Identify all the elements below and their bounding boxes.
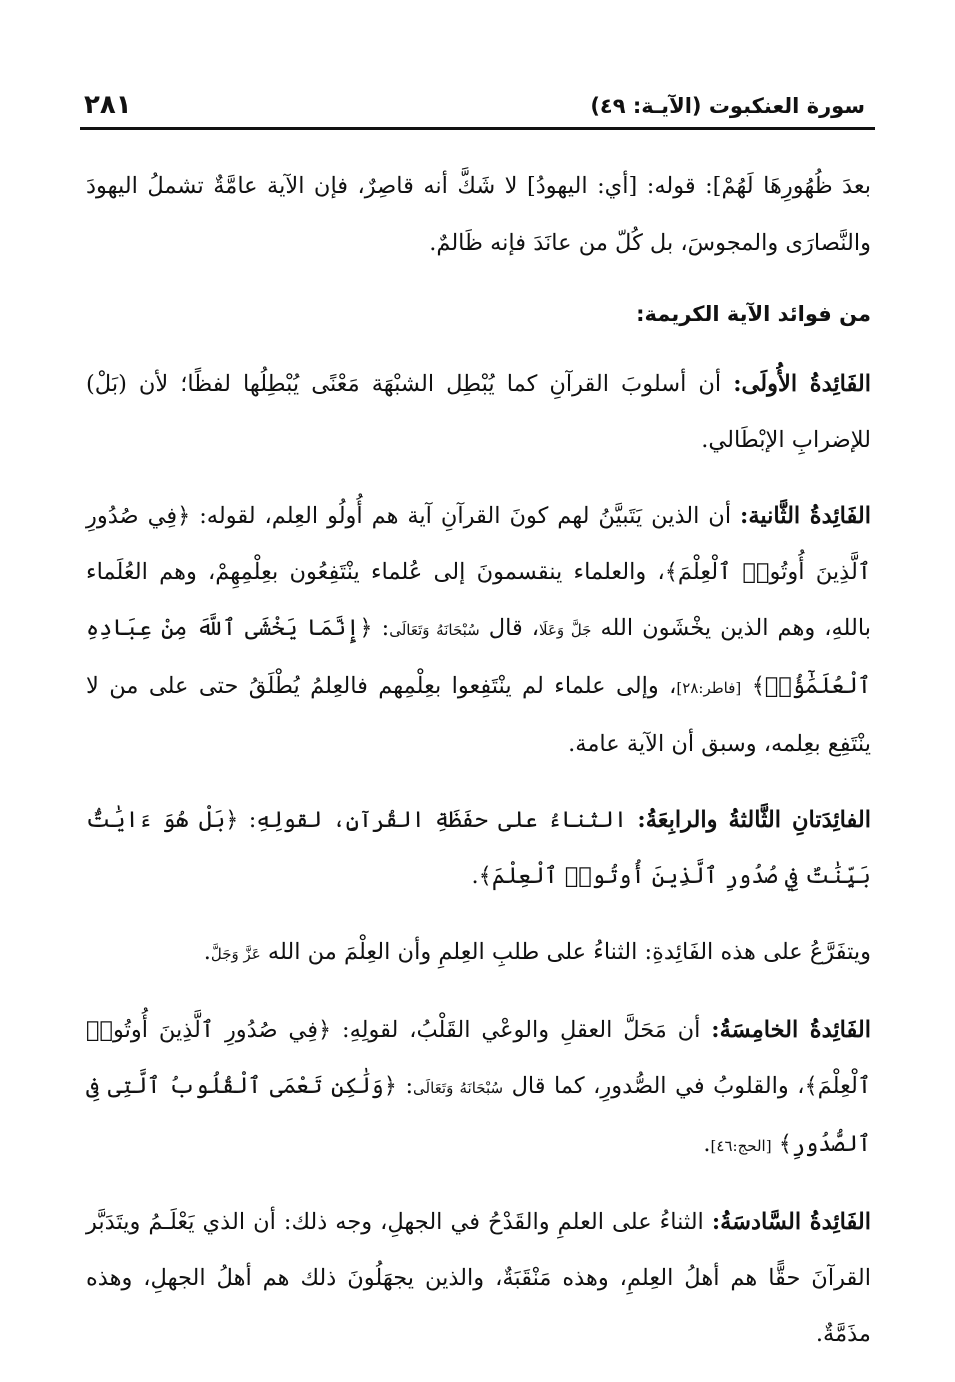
intro-paragraph: بعدَ ظُهُورِهَا لَهُمْ]: قوله: [أي: اليهودُ] لا شَكَّ أنه قاصِرٌ، فإن الآية عامَّةٌ تشملُ اليهودَ والنَّصارَى والمجوسَ، بل كُلّ من عانَدَ فإنه ظَالمٌ. [86,173,871,256]
benefit-2-text-4: : [372,615,390,641]
benefit-branch-text-1: ويتفَرَّعُ على هذه الفَائِدةِ: الثناءُ على طلبِ العِلمِ وأن العِلْمَ من الله [260,939,871,965]
honorific: سُبْحَانَهُ وَتَعَالَى [413,1079,504,1097]
benefit-2-text-1: أن الذين يَتَبيَّنُ لهم كونَ القرآنِ آية هم أُولُو العِلم، لقوله: [190,503,741,529]
benefit-1-label: الفَائِدةُ الأُولَى: [733,371,871,397]
quran-verse: ﴿وَلَٰكِن تَعْمَى ٱلْقُلُوبُ ٱلَّتِى فِى ٱلصُّدُورِ﴾ [86,1073,871,1157]
benefit-5 [86,1002,871,1174]
surah-title: سورة العنكبوت (الآيـة: ٤٩) [590,94,865,118]
benefit-2-text-2: ، والعلماء ينقسمونَ إلى عُلماء ينْتَفِعُون بعِلْمِهِمْ، وهم العُلَماء باللهِ، وهم الذين يخْشَون الله [86,559,871,641]
verse-citation: [الحج:٤٦] [710,1137,772,1155]
benefit-5-text-4: . [703,1131,711,1157]
benefit-5-text-1: أن مَحَلَّ العقلِ والوعْي القَلْبُ، لقولِهِ: [331,1017,712,1043]
benefit-2-text-3: ، قال [479,615,540,641]
page-body [86,158,871,1382]
quran-verse: ﴿إِنَّمَا يَخْشَى ٱللَّهَ مِنْ عِبَادِهِ ٱلْعُلَمَٰٓؤُا۟﴾ [86,615,871,699]
quran-verse: ﴿بَلْ هُوَ ءَايَٰتٌۢ بَيِّنَٰتٌ فِي صُدُورِ ٱلَّذِينَ أُوتُوا۟ ٱلْعِلْمَ﴾ [86,807,871,889]
benefit-1-text: أن أسلوبَ القرآنِ كما يُبْطِل الشبْهَة مَعْنًى يُبْطِلُها لفظًا؛ لأن (بَلْ) للإضرابِ الإبْطَالي. [86,371,871,453]
header-rule [80,127,875,130]
benefit-3-4 [86,792,871,904]
benefit-3-4-text-2: . [471,863,479,889]
benefit-2-text-5: ، وإلى علماء لم ينْتَفِعوا بعِلْمِهم فالعِلمُ يُطْلَقُ حتى على من لا ينْتَفِع بعِلمه، وسبق أن الآية عامة. [86,673,871,757]
quran-verse: ﴿فِي صُدُورِ ٱلَّذِينَ أُوتُوا۟ ٱلْعِلْمَ﴾ [86,1017,872,1099]
benefit-3-4-label: الفائِدَتانِ الثَّالثةُ والرابِعَةُ: [637,807,872,833]
verse-citation: [فاطر:٢٨] [676,679,742,697]
benefit-6-text: الثناءُ على العلمِ والقَدْحُ في الجهلِ، وجه ذلك: أن الذي يَعْلَـمُ ويتَدَبَّر القرآنَ حقًّا هم أهلُ العِلمِ، وهذه مَنْقَبَةٌ، والذين يجهَلُونَ ذلك هم أهلُ الجهلِ، وهذه مذَمَّةٌ. [86,1209,871,1347]
benefit-5-text-3: : [396,1073,414,1099]
section-heading: من فوائد الآية الكريمة: [636,302,871,326]
honorific: عَزَّ وَجَلَّ [210,945,261,963]
benefit-5-label: الفَائِدةُ الخامِسَةُ: [711,1017,871,1043]
page-header [80,88,875,130]
benefit-3-4-text-1: الثناءُ على حفَظَةِ القُرآنِ، لقولِهِ: [238,807,638,833]
benefit-branch-text-2: . [203,939,211,965]
benefit-2-label: الفَائِدةُ الثَّانية: [740,503,872,529]
page-number: ٢٨١ [84,90,132,120]
benefit-6-label: الفَائِدةُ السَّادسَةُ: [711,1209,871,1235]
honorific: سُبْحَانَهُ وَتَعَالَى [389,621,480,639]
quran-verse: ﴿فِي صُدُورِ ٱلَّذِينَ أُوتُوا۟ ٱلْعِلْمَ﴾ [86,503,871,585]
honorific: جَلَّ وَعَلَا [539,621,592,639]
benefit-6 [86,1194,871,1362]
benefit-5-text-2: ، والقلوبُ في الصُّدورِ، كما قال [503,1073,805,1099]
benefit-branch [86,924,871,982]
benefit-2 [86,488,871,772]
benefit-1 [86,356,871,468]
